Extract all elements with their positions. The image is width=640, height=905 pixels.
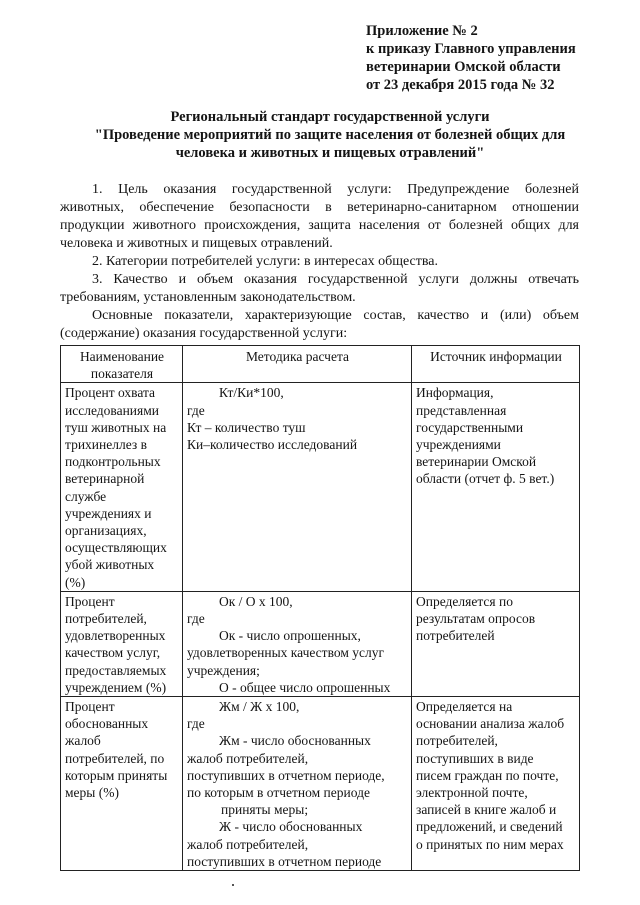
formula-text: Ок / О х 100,: [219, 593, 293, 609]
cell-text: основании анализа жалоб: [416, 716, 565, 732]
cell-text: туш животных на: [65, 419, 167, 435]
cell-text: потребителей: [416, 628, 495, 644]
cell-text: жалоб потребителей,: [187, 836, 309, 852]
cell-text: результатам опросов: [416, 611, 536, 627]
cell-text: Информация,: [416, 385, 494, 401]
cell-text: Кт – количество туш: [187, 419, 306, 435]
cell-text: представленная: [416, 402, 507, 418]
cell-method: [183, 591, 412, 696]
cell-text: подконтрольных: [65, 454, 161, 470]
text-line: продукции животного происхождения, защита населения от болезней общих для: [60, 218, 579, 233]
cell-text: жалоб: [65, 733, 101, 749]
text-line: 1. Цель оказания государственной услуги: Предупреждение болезней: [92, 182, 579, 197]
cell-text: обоснованных: [65, 716, 149, 732]
header-text: Методика расчета: [245, 349, 350, 364]
cell-text: поступивших в отчетном периоде,: [187, 767, 385, 783]
header-source: [412, 346, 580, 383]
cell-text: поступивших в отчетном периоде: [187, 853, 382, 869]
table-row: [61, 591, 580, 696]
cell-text: государственными: [416, 419, 524, 435]
cell-indicator-name: [61, 383, 183, 591]
paragraph-quality: [60, 271, 579, 307]
title-line: "Проведение мероприятий по защите населения от болезней общих для: [94, 127, 566, 143]
text-line: (содержание) оказания государственной услуги:: [60, 326, 348, 341]
cell-text: Определяется на: [416, 699, 513, 715]
cell-indicator-name: [61, 697, 183, 871]
appendix-header: [366, 22, 636, 94]
cell-text: учреждениях и: [65, 505, 152, 521]
cell-text: качеством услуг,: [65, 645, 161, 661]
document-title: [30, 108, 630, 162]
cell-text: О - общее число опрошенных: [219, 679, 391, 695]
text-line: требованиям, установленным законодательством.: [60, 290, 356, 305]
cell-method: [183, 383, 412, 591]
text-line: 3. Качество и объем оказания государственной услуги должны отвечать: [92, 272, 579, 287]
header-indicator-name: [61, 346, 183, 383]
cell-text: (%): [65, 574, 86, 590]
formula-text: Жм / Ж х 100,: [219, 699, 300, 715]
cell-text: где: [187, 716, 205, 732]
cell-text: осуществляющих: [65, 540, 167, 556]
cell-text: предоставляемых: [65, 662, 167, 678]
cell-text: убой животных: [65, 557, 155, 573]
header-text: Наименование: [79, 349, 165, 364]
table-header-row: [61, 346, 580, 383]
cell-text: учреждения;: [187, 662, 260, 678]
appendix-line: ветеринарии Омской области: [366, 59, 561, 75]
cell-source: [412, 697, 580, 871]
cell-text: ветеринарии Омской: [416, 454, 537, 470]
cell-text: организациях,: [65, 523, 147, 539]
cell-text: поступивших в виде: [416, 750, 534, 766]
cell-text: Ок - число опрошенных,: [219, 628, 361, 644]
cell-text: приняты меры;: [221, 802, 309, 818]
cell-text: удовлетворенных качеством услуг: [187, 645, 385, 661]
cell-text: ветеринарной: [65, 471, 145, 487]
cell-text: которым приняты: [65, 767, 168, 783]
title-line: Региональный стандарт государственной услуги: [170, 109, 490, 125]
text-line: человека и животных и пищевых отравлений.: [60, 236, 333, 251]
cell-indicator-name: [61, 591, 183, 696]
cell-text: Процент: [65, 593, 115, 609]
appendix-line: от 23 декабря 2015 года № 32: [366, 77, 555, 93]
cell-text: меры (%): [65, 785, 119, 801]
table-row: [61, 383, 580, 591]
cell-text: Жм - число обоснованных: [219, 733, 371, 749]
cell-source: [412, 383, 580, 591]
scan-speck: [232, 884, 234, 886]
appendix-line: Приложение № 2: [366, 23, 478, 39]
cell-text: по которым в отчетном периоде: [187, 785, 370, 801]
cell-text: записей в книге жалоб и: [416, 802, 557, 818]
cell-text: о принятых по ним мерах: [416, 836, 564, 852]
cell-text: потребителей,: [416, 733, 498, 749]
cell-text: потребителей,: [65, 611, 147, 627]
cell-text: трихинеллез в: [65, 437, 147, 453]
cell-text: где: [187, 611, 205, 627]
cell-text: электронной почте,: [416, 785, 528, 801]
cell-source: [412, 591, 580, 696]
cell-text: Ж - число обоснованных: [219, 819, 363, 835]
cell-text: учреждениями: [416, 437, 501, 453]
header-text: Источник информации: [430, 349, 562, 364]
cell-text: Определяется по: [416, 593, 513, 609]
cell-text: удовлетворенных: [65, 628, 166, 644]
cell-text: жалоб потребителей,: [187, 750, 309, 766]
cell-method: [183, 697, 412, 871]
cell-text: потребителей, по: [65, 750, 165, 766]
text-line: Основные показатели, характеризующие состав, качество и (или) объем: [92, 308, 579, 323]
cell-text: Ки–количество исследований: [187, 437, 358, 453]
header-text: показателя: [90, 366, 154, 382]
cell-text: области (отчет ф. 5 вет.): [416, 471, 555, 487]
formula-text: Кт/Ки*100,: [219, 385, 284, 401]
cell-text: Процент охвата: [65, 385, 156, 401]
paragraph-consumers: [60, 253, 579, 271]
text-line: животных, обеспечение безопасности в ветеринарно-санитарном отношении: [60, 200, 579, 215]
table-row: [61, 697, 580, 871]
cell-text: исследованиями: [65, 402, 159, 418]
indicators-table: [60, 345, 580, 871]
paragraph-purpose: [60, 181, 579, 253]
paragraph-indicators: [60, 307, 579, 343]
cell-text: службе: [65, 488, 107, 504]
cell-text: предложений, и сведений: [416, 819, 563, 835]
cell-text: Процент: [65, 699, 115, 715]
cell-text: писем граждан по почте,: [416, 767, 559, 783]
cell-text: где: [187, 402, 205, 418]
cell-text: учреждением (%): [65, 679, 167, 695]
title-line: человека и животных и пищевых отравлений": [175, 145, 485, 161]
appendix-line: к приказу Главного управления: [366, 41, 576, 57]
text-line: 2. Категории потребителей услуги: в интересах общества.: [92, 254, 439, 269]
header-method: [183, 346, 412, 383]
